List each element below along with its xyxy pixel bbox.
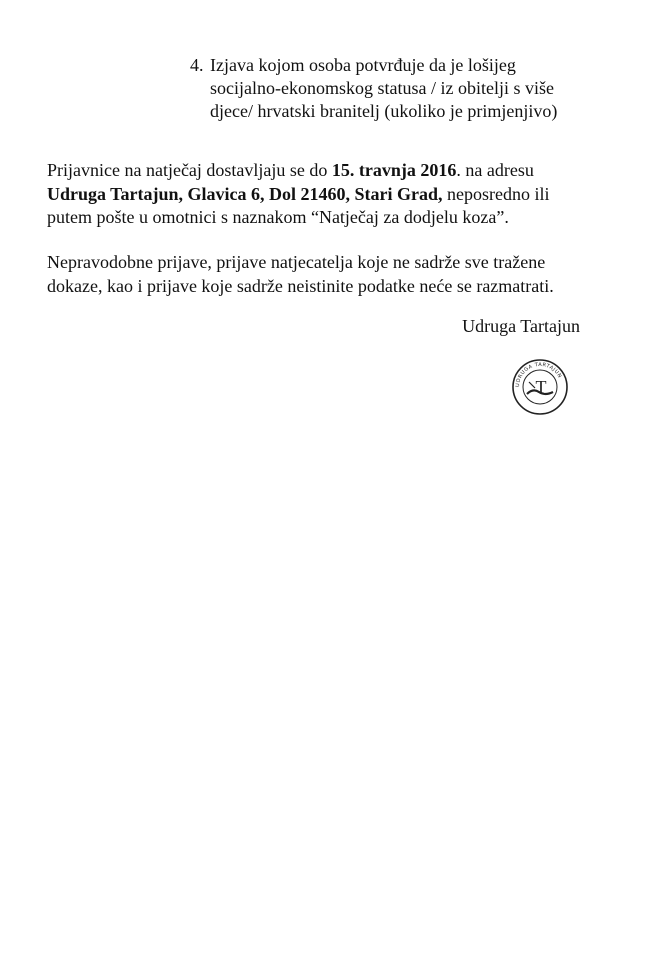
seal-letter: T [535,377,547,397]
list-item-line: djece/ hrvatski branitelj (ukoliko je primjenjivo) [210,101,558,121]
association-seal-icon [511,358,569,416]
paragraph-line: putem pošte u omotnici s naznakom “Natječaj za dodjelu koza”. [47,207,509,227]
text-run: . na adresu [456,160,534,180]
list-item-line: socijalno-ekonomskog statusa / iz obitelji s više [210,78,554,98]
paragraph-line: dokaze, kao i prijave koje sadrže neistinite podatke neće se razmatrati. [47,275,554,296]
list-item-text [210,54,610,123]
address: Udruga Tartajun, Glavica 6, Dol 21460, Stari Grad, [47,183,443,204]
list-item-line: Izjava kojom osoba potvrđuje da je lošijeg [210,55,516,75]
paragraph-line [47,183,607,207]
text-run: neposredno ili [442,183,550,204]
rejection-paragraph [47,251,607,298]
seal-ring-text: UDRUGA TARTAJUN [514,361,563,388]
submission-paragraph [47,159,607,230]
text-run: Prijavnice na natječaj dostavljaju se do [47,160,332,180]
deadline-date: 15. travnja 2016 [331,160,457,180]
paragraph-line [47,159,607,183]
paragraph-line: Nepravodobne prijave, prijave natjecatelja koje ne sadrže sve tražene [47,252,546,272]
list-item-number: 4. [190,55,204,75]
signature: Udruga Tartajun [462,316,580,336]
